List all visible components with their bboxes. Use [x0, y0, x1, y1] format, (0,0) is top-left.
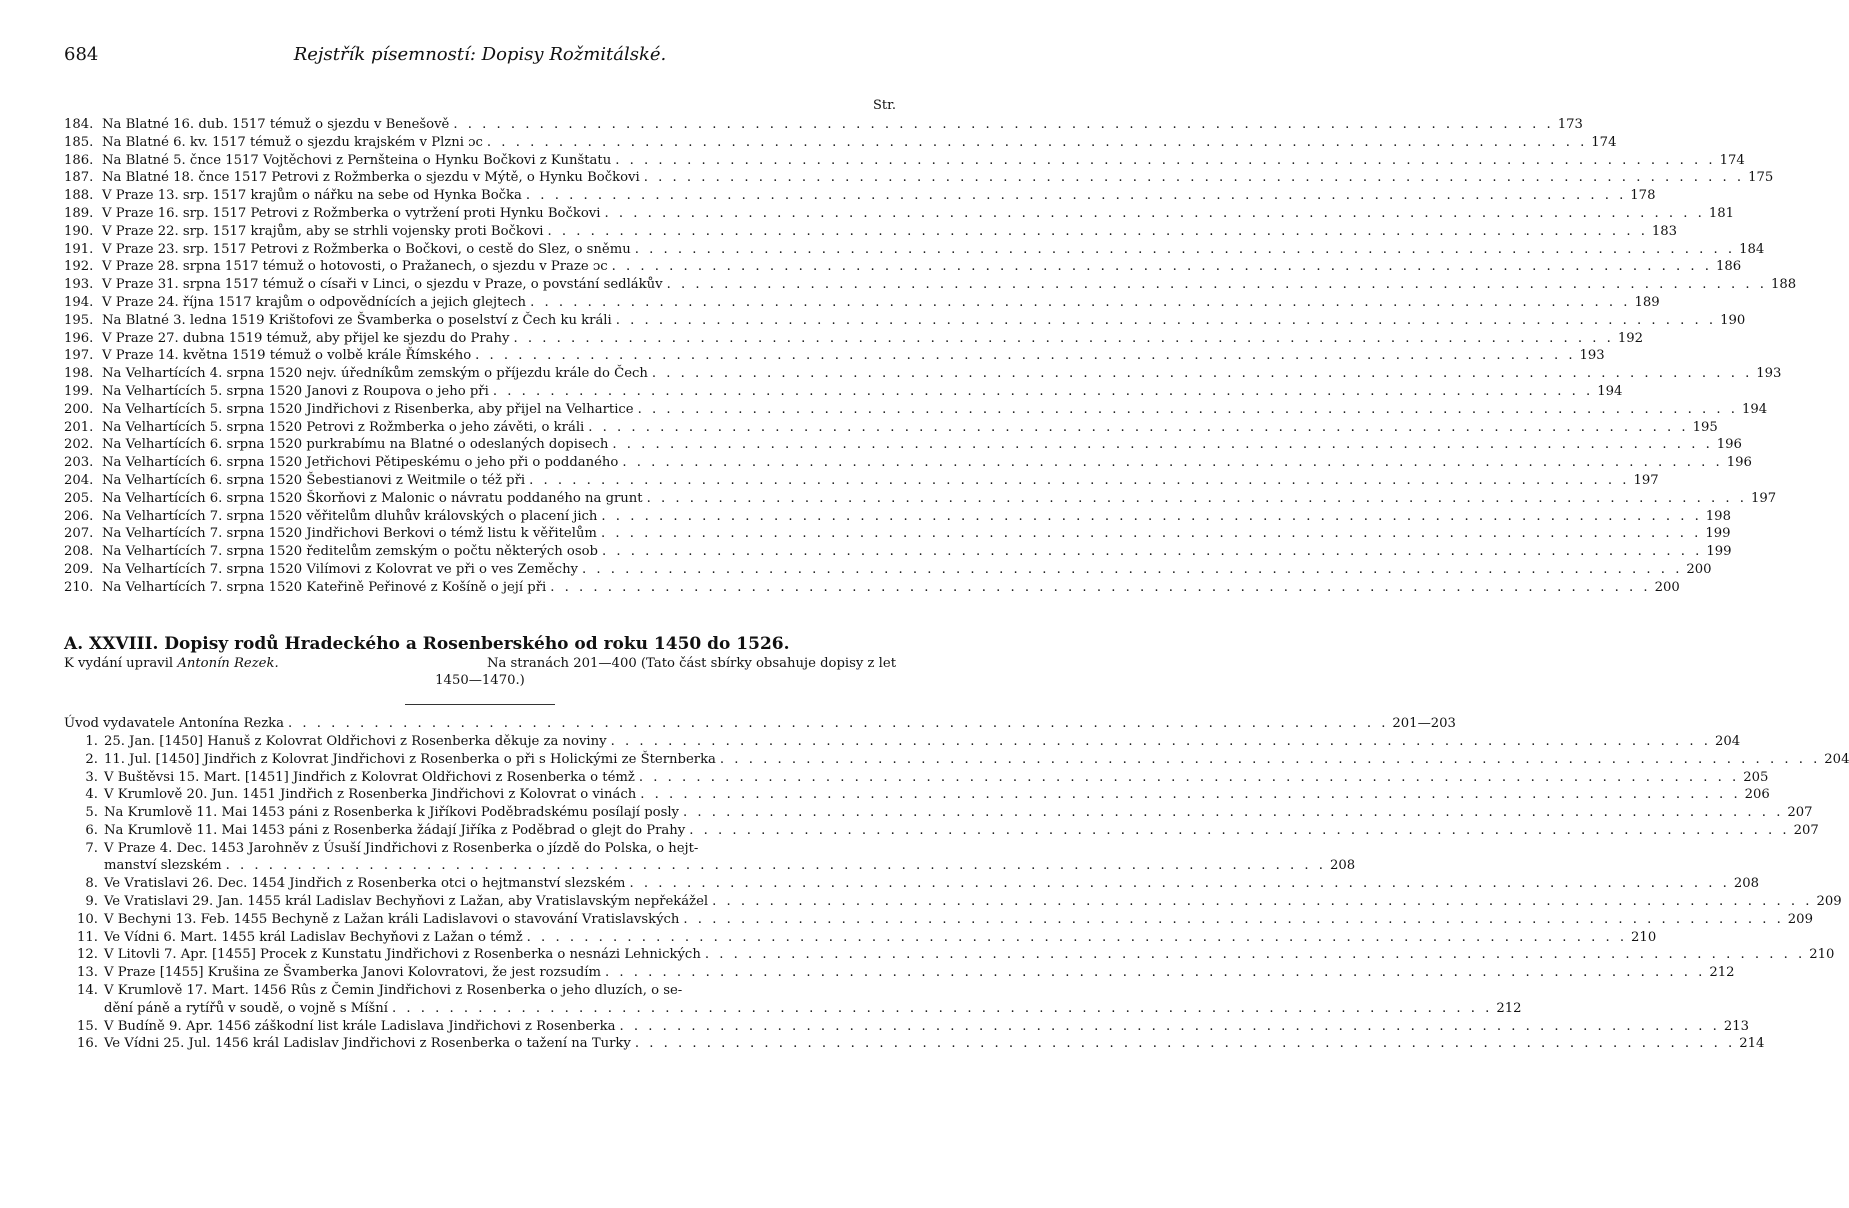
leader-dots — [509, 330, 1617, 348]
entry-number: 200. — [64, 401, 94, 417]
entry-page: 194 — [1597, 383, 1623, 399]
entry-number: 184. — [64, 117, 94, 132]
list-item — [64, 769, 1769, 787]
entry-page: 200 — [1654, 579, 1680, 595]
entry-text: V Praze 16. srp. 1517 Petrovi z Rožmberka o vytržení proti Hynku Bočkovi — [102, 205, 601, 221]
entry-text-line2: dění páně a rytířů v soudě, o vojně s Míšní — [104, 1000, 388, 1016]
leader-dots — [544, 223, 1652, 241]
entry-page: 201—203 — [1392, 716, 1456, 732]
list-item — [64, 116, 1583, 134]
entry-text: V Praze 14. května 1519 témuž o volbě krále Římského — [102, 348, 472, 364]
leader-dots — [526, 294, 1634, 312]
entry-page: 212 — [1496, 1000, 1522, 1016]
entry-number: 202. — [64, 437, 94, 453]
entry-page: 183 — [1651, 223, 1678, 239]
leader-dots — [600, 205, 1708, 223]
list-item — [64, 733, 1741, 751]
entry-text: V Praze 27. dubna 1519 témuž, aby přijel ke sjezdu do Prahy — [102, 330, 510, 346]
entry-number: 4. — [85, 787, 98, 803]
entry-text: V Praze 24. října 1517 krajům o odpovědnících a jejich glejtech — [102, 294, 527, 310]
leader-dots — [525, 472, 1633, 490]
entry-number: 1. — [85, 733, 98, 749]
entry-number: 196. — [64, 330, 94, 346]
list-item — [64, 134, 1617, 152]
list-item — [64, 187, 1656, 205]
entry-number: 208. — [64, 544, 94, 560]
entry-text: V Bechyni 13. Feb. 1455 Bechyně z Lažan králi Ladislavovi o stavování Vratislavských — [104, 911, 680, 927]
entry-number: 205. — [64, 490, 94, 506]
entry-text: Na Blatné 5. čnce 1517 Vojtěchovi z Pernšteina o Hynku Bočkovi z Kunštatu — [102, 152, 612, 168]
document-page — [64, 44, 1849, 1053]
entry-page: 198 — [1705, 508, 1731, 524]
entry-text-line2: manství slezském — [104, 858, 222, 874]
entry-page: 193 — [1756, 366, 1782, 382]
leader-dots — [222, 857, 1330, 875]
entry-page: 184 — [1739, 241, 1765, 257]
entry-page: 199 — [1705, 526, 1731, 542]
leader-dots — [489, 383, 1597, 401]
list-item — [64, 561, 1712, 579]
entry-text: Na Velhartících 7. srpna 1520 Vilímovi z Kolovrat ve při o ves Zeměchy — [102, 561, 579, 577]
list-item — [64, 258, 1742, 276]
entry-text: Na Blatné 3. ledna 1519 Krištofovi ze Švamberka o poselství z Čech ku králi — [102, 312, 612, 328]
entry-text: Na Krumlově 11. Mai 1453 páni z Rosenberka žádají Jiříka z Poděbrad o glejt do Prahy — [104, 822, 686, 838]
entry-page: 206 — [1744, 787, 1770, 803]
list-item — [64, 875, 1759, 893]
list-item — [64, 525, 1731, 543]
entry-page: 209 — [1816, 894, 1842, 910]
list-item — [64, 490, 1777, 508]
entry-page: 194 — [1741, 401, 1768, 417]
entry-text: Ve Vratislavi 29. Jan. 1455 král Ladislav Bechyňovi z Lažan, aby Vratislavským nepřekážel — [104, 894, 709, 910]
leader-dots — [578, 561, 1686, 579]
entry-number: 189. — [64, 205, 94, 221]
entry-number: 209. — [64, 561, 94, 577]
list-item — [64, 786, 1770, 804]
entry-number: 207. — [64, 526, 94, 542]
entry-page: 210 — [1809, 947, 1835, 963]
entry-text: 11. Jul. [1450] Jindřich z Kolovrat Jindřichovi z Rosenberka o při s Holickými ze Šternberka — [104, 751, 716, 767]
entry-number: 12. — [77, 947, 98, 963]
entry-text: V Praze 13. srp. 1517 krajům o nářku na sebe od Hynka Bočka — [102, 188, 522, 204]
entry-number: 185. — [64, 134, 94, 150]
entry-number: 195. — [64, 312, 94, 328]
list-item — [64, 330, 1644, 348]
list-item — [64, 579, 1680, 597]
divider — [405, 704, 555, 705]
entry-text: V Praze [1455] Krušina ze Švamberka Janovi Kolovratovi, že jest rozsudím — [104, 965, 601, 981]
entry-page: 197 — [1633, 472, 1659, 488]
leader-dots — [716, 751, 1824, 769]
entry-text: Na Velhartících 6. srpna 1520 Šebestianovi z Weitmile o též při — [102, 472, 526, 488]
page-column-label: Str. — [872, 98, 896, 113]
entry-text: Na Velhartících 7. srpna 1520 věřitelům dluhův královských o placení jich — [102, 508, 598, 524]
entry-page: 196 — [1716, 437, 1742, 453]
list-item — [64, 1035, 1765, 1053]
entry-text: Na Velhartících 7. srpna 1520 Kateřině Peřinové z Košíně o její při — [102, 579, 547, 595]
list-item — [64, 804, 1813, 822]
leader-dots — [618, 454, 1726, 472]
list-item — [64, 205, 1735, 223]
list-item — [64, 751, 1849, 769]
entry-page: 188 — [1770, 277, 1797, 293]
leader-dots — [679, 911, 1787, 929]
leader-dots — [611, 152, 1719, 170]
entry-text: V Praze 22. srp. 1517 krajům, aby se strhli vojensky proti Bočkovi — [102, 223, 544, 239]
entry-list-d — [64, 1018, 1765, 1054]
entry-number: 206. — [64, 508, 94, 524]
entry-number: 194. — [64, 294, 94, 310]
entry-number: 15. — [77, 1018, 98, 1034]
leader-dots — [663, 276, 1771, 294]
entry-number: 14. — [77, 983, 98, 999]
leader-dots — [615, 1018, 1723, 1036]
entry-text: Na Velhartících 5. srpna 1520 Jindřichovi z Risenberka, aby přijel na Velhartice — [102, 401, 634, 417]
leader-dots — [636, 786, 1744, 804]
entry-page: 200 — [1686, 561, 1712, 577]
entry-page: 208 — [1329, 858, 1356, 874]
list-item — [64, 1018, 1749, 1036]
entry-page: 209 — [1787, 911, 1813, 927]
leader-dots — [471, 347, 1579, 365]
list-item — [64, 169, 1774, 187]
entry-number: 187. — [64, 170, 94, 186]
leader-dots — [601, 964, 1709, 982]
leader-dots — [608, 258, 1716, 276]
running-head — [64, 44, 896, 76]
leader-dots — [598, 543, 1706, 561]
entry-page: 173 — [1557, 117, 1583, 132]
list-item — [64, 419, 1718, 437]
entry-text: Ve Vídni 6. Mart. 1455 král Ladislav Bechyňovi z Lažan o témž — [104, 929, 523, 945]
leader-dots — [643, 490, 1751, 508]
list-item — [64, 436, 1742, 454]
leader-dots — [388, 1000, 1496, 1018]
leader-dots — [523, 929, 1631, 947]
list-item — [64, 543, 1732, 561]
entry-page: 189 — [1634, 294, 1660, 310]
entry-number: 9. — [85, 894, 98, 910]
running-title: Rejstřík písemností: Dopisy Rožmitálské. — [293, 44, 667, 65]
entry-page: 174 — [1591, 134, 1617, 150]
entry-number: 13. — [77, 965, 98, 981]
leader-dots — [685, 822, 1793, 840]
page-number: 684 — [64, 44, 99, 65]
entry-text: Na Blatné 6. kv. 1517 témuž o sjezdu krajském v Plzni ɔc — [102, 134, 483, 150]
leader-dots — [631, 241, 1739, 259]
entry-number: 5. — [85, 805, 98, 821]
entry-text: V Praze 28. srpna 1517 témuž o hotovosti, o Pražanech, o sjezdu v Praze ɔc — [102, 259, 608, 275]
entry-text: 25. Jan. [1450] Hanuš z Kolovrat Oldřichovi z Rosenberka děkuje za noviny — [104, 733, 607, 749]
entry-page: 193 — [1579, 348, 1605, 364]
entry-number: 204. — [64, 472, 94, 488]
list-item — [64, 893, 1842, 911]
entry-number: 2. — [85, 751, 98, 767]
entry-text: Na Velhartících 5. srpna 1520 Petrovi z Rožmberka o jeho závěti, o králi — [102, 419, 585, 435]
leader-dots — [597, 525, 1705, 543]
editor-prefix: K vydání upravil — [64, 655, 174, 671]
leader-dots — [635, 769, 1743, 787]
editor-name: Antonín Rezek. — [177, 655, 279, 671]
list-item — [64, 365, 1782, 383]
entry-text: Na Velhartících 6. srpna 1520 Jetřichovi Pětipeskému o jeho při o poddaného — [102, 455, 619, 471]
list-item — [64, 401, 1768, 419]
list-item — [64, 911, 1813, 929]
entry-text: Ve Vídni 25. Jul. 1456 král Ladislav Jindřichovi z Rosenberka o tažení na Turky — [104, 1036, 631, 1052]
entry-number: 188. — [64, 188, 94, 204]
entry-text: V Praze 31. srpna 1517 témuž o císaři v Linci, o sjezdu v Praze, o povstání sedlákův — [102, 277, 663, 293]
entry-number: 203. — [64, 455, 94, 471]
list-item — [64, 929, 1657, 947]
list-item — [64, 312, 1746, 330]
entry-number: 8. — [85, 876, 98, 892]
entry-page: 207 — [1787, 805, 1813, 821]
leader-dots — [284, 715, 1392, 733]
leader-dots — [625, 875, 1733, 893]
list-item — [64, 347, 1605, 365]
entry-page: 174 — [1719, 152, 1745, 168]
entry-number: 201. — [64, 419, 94, 435]
entry-number: 210. — [64, 579, 94, 595]
entry-page: 204 — [1824, 751, 1849, 767]
leader-dots — [634, 401, 1742, 419]
leader-dots — [607, 733, 1715, 751]
leader-dots — [522, 187, 1630, 205]
leader-dots — [584, 419, 1692, 437]
entry-page: 205 — [1743, 769, 1769, 785]
section-title: A. XXVIII. Dopisy rodů Hradeckého a Rosenberského od roku 1450 do 1526. — [64, 633, 790, 654]
entry-page: 175 — [1748, 170, 1774, 186]
entry-page: 181 — [1708, 205, 1735, 221]
entry-number: 11. — [77, 929, 98, 945]
entry-text: Na Velhartících 7. srpna 1520 ředitelům zemským o počtu některých osob — [102, 544, 598, 560]
entry-number: 6. — [85, 822, 98, 838]
entry-page: 196 — [1726, 455, 1752, 471]
leader-dots — [546, 579, 1654, 597]
entry-number: 198. — [64, 366, 94, 382]
entry-page: 204 — [1714, 733, 1741, 749]
list-item — [64, 294, 1660, 312]
entry-page: 186 — [1715, 259, 1742, 275]
entry-number: 199. — [64, 383, 94, 399]
pages-note: Na stranách 201—400 (Tato část sbírky obsahuje dopisy z let — [486, 655, 896, 671]
leader-dots — [648, 365, 1756, 383]
list-item — [64, 472, 1659, 490]
list-item — [64, 946, 1835, 964]
entry-page: 207 — [1793, 822, 1819, 838]
list-item — [64, 223, 1678, 241]
leader-dots — [597, 508, 1705, 526]
entry-number: 192. — [64, 259, 94, 275]
entry-page: 199 — [1706, 544, 1732, 560]
entry-text: Na Blatné 16. dub. 1517 témuž o sjezdu v Benešově — [102, 117, 450, 132]
entry-text-line1: V Praze 4. Dec. 1453 Jarohněv z Úsuší Jindřichovi z Rosenberka o jízdě do Polska, o hejt- — [104, 840, 699, 856]
leader-dots — [608, 436, 1716, 454]
entry-page: 178 — [1630, 188, 1656, 204]
leader-dots — [640, 169, 1748, 187]
list-item — [64, 454, 1752, 472]
leader-dots — [631, 1035, 1739, 1053]
entry-list-a — [64, 116, 1797, 597]
section-years: 1450—1470.) — [435, 673, 525, 689]
list-item — [64, 241, 1765, 259]
leader-dots — [612, 312, 1720, 330]
entry-text: Ve Vratislavi 26. Dec. 1454 Jindřich z Rosenberka otci o hejtmanství slezském — [104, 876, 626, 892]
entry-list-b — [64, 733, 1849, 840]
entry-number: 193. — [64, 277, 94, 293]
entry-page: 192 — [1617, 330, 1644, 346]
entry-page: 212 — [1709, 965, 1735, 981]
entry-text-line1: V Krumlově 17. Mart. 1456 Rûs z Čemin Jindřichovi z Rosenberka o jeho dluzích, o se- — [104, 983, 683, 999]
intro-entry — [64, 715, 1456, 733]
entry-page: 214 — [1739, 1036, 1765, 1052]
entry-page: 210 — [1631, 929, 1657, 945]
entry-text: Na Velhartících 6. srpna 1520 Škorňovi z Malonic o návratu poddaného na grunt — [102, 490, 643, 506]
list-item — [64, 982, 1522, 1018]
entry-text: Na Blatné 18. čnce 1517 Petrovi z Rožmberka o sjezdu v Mýtě, o Hynku Bočkovi — [102, 170, 640, 186]
entry-page: 195 — [1692, 419, 1718, 435]
entry-number: 16. — [77, 1036, 98, 1052]
entry-text: V Krumlově 20. Jun. 1451 Jindřich z Rosenberka Jindřichovi z Kolovrat o vinách — [104, 787, 637, 803]
list-item — [64, 964, 1735, 982]
entry-number: 10. — [77, 911, 98, 927]
list-item — [64, 822, 1819, 840]
entry-number: 7. — [85, 840, 98, 856]
entry-text: Na Krumlově 11. Mai 1453 páni z Rosenberka k Jiříkovi Poděbradskému posílají posly — [104, 805, 680, 821]
list-item — [64, 508, 1731, 526]
entry-number: 186. — [64, 152, 94, 168]
entry-text: Na Velhartících 6. srpna 1520 purkrabímu na Blatné o odeslaných dopisech — [102, 437, 609, 453]
entry-page: 213 — [1723, 1018, 1749, 1034]
leader-dots — [449, 116, 1557, 134]
entry-number: 190. — [64, 223, 94, 239]
entry-number: 3. — [85, 769, 98, 785]
leader-dots — [483, 134, 1591, 152]
entry-text: V Budíně 9. Apr. 1456 záškodní list krále Ladislava Jindřichovi z Rosenberka — [104, 1018, 616, 1034]
list-item — [64, 152, 1745, 170]
leader-dots — [708, 893, 1816, 911]
entry-text: V Praze 23. srp. 1517 Petrovi z Rožmberka o Bočkovi, o cestě do Slez, o sněmu — [102, 241, 631, 257]
entry-text: V Litovli 7. Apr. [1455] Procek z Kunstatu Jindřichovi z Rosenberka o nesnázi Lehnických — [104, 947, 701, 963]
entry-number: 197. — [64, 348, 94, 364]
entry-page: 208 — [1733, 876, 1759, 892]
entry-text: Na Velhartících 7. srpna 1520 Jindřichovi Berkovi o témž listu k věřitelům — [102, 526, 597, 542]
list-item — [64, 383, 1623, 401]
section-editor-line — [64, 655, 896, 673]
entry-text: V Buštěvsi 15. Mart. [1451] Jindřich z Kolovrat Oldřichovi z Rosenberka o témž — [104, 769, 635, 785]
list-item — [64, 276, 1797, 294]
entry-page: 190 — [1720, 312, 1746, 328]
leader-dots — [679, 804, 1787, 822]
entry-text: Na Velhartících 4. srpna 1520 nejv. úředníkům zemským o příjezdu krále do Čech — [102, 366, 648, 382]
entry-page: 197 — [1750, 490, 1777, 506]
leader-dots — [701, 946, 1809, 964]
list-item — [64, 840, 1356, 876]
entry-text: Na Velhartících 5. srpna 1520 Janovi z Roupova o jeho při — [102, 383, 489, 399]
entry-number: 191. — [64, 241, 94, 257]
entry-text: Úvod vydavatele Antonína Rezka — [64, 716, 285, 732]
entry-list-c — [64, 875, 1842, 982]
